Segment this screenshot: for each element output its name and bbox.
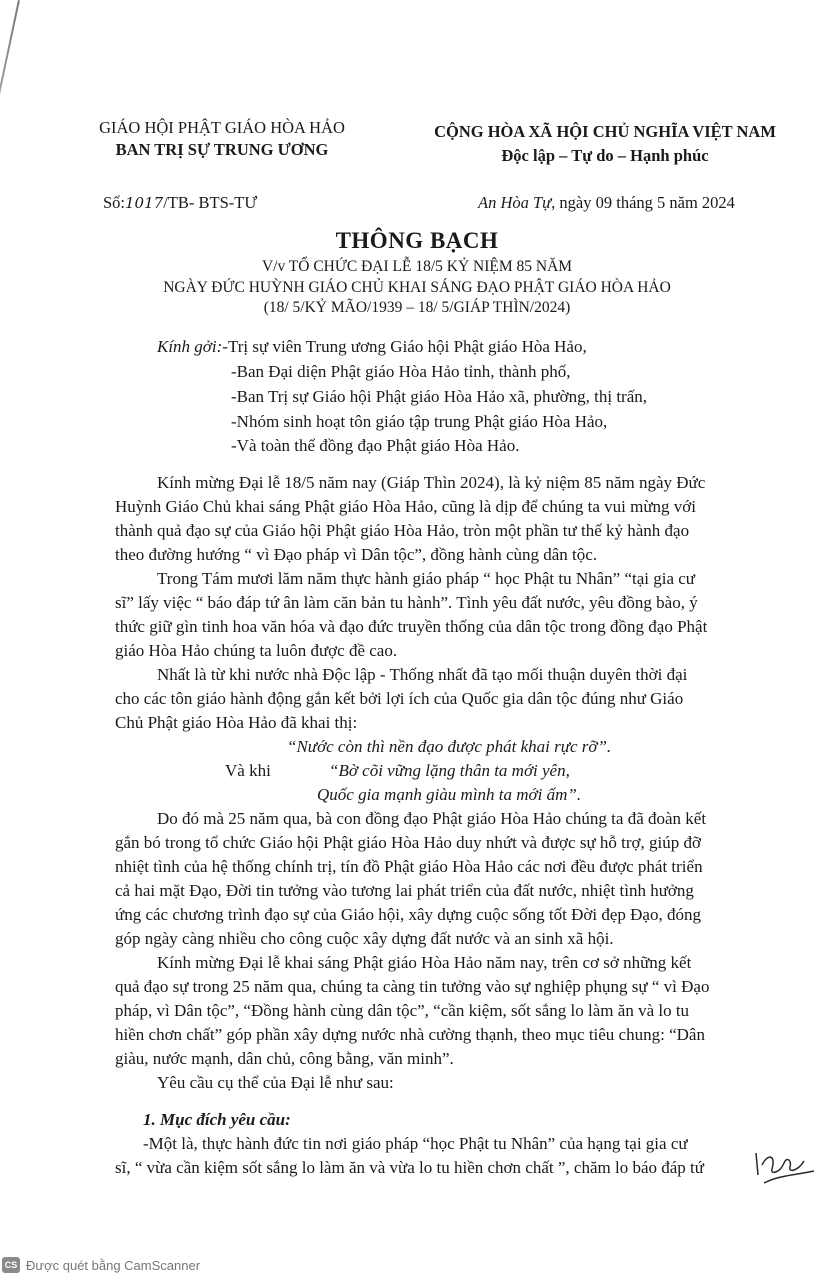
- body-line: thức giữ gìn tinh hoa văn hóa và đạo đức truyền thống của dân tộc trong đồng đạo Phật: [115, 617, 708, 636]
- scanner-watermark-text: Được quét bằng CamScanner: [26, 1257, 201, 1273]
- date-line: [478, 193, 735, 213]
- header-left: [92, 118, 352, 160]
- ref-suffix: /TB- BTS-TƯ: [163, 193, 258, 212]
- body-line: quả đạo sự trong 25 năm qua, chúng ta càng tin tưởng vào sự nghiệp phụng sự “ vì Đạo: [115, 977, 710, 996]
- country-name: CỘNG HÒA XÃ HỘI CHỦ NGHĨA VIỆT NAM: [434, 122, 776, 141]
- body-line: Trong Tám mươi lăm năm thực hành giáo pháp “ học Phật tu Nhân” “tại gia cư: [157, 569, 696, 588]
- section-heading: 1. Mục đích yêu cầu:: [143, 1110, 291, 1129]
- body-line: nhiệt tình của hệ thống chính trị, tín đồ Phật giáo Hòa Hảo các nơi đều được phát triển: [115, 857, 703, 876]
- subtitle-line-1: V/v TỔ CHỨC ĐẠI LỄ 18/5 KỶ NIỆM 85 NĂM: [261, 258, 573, 275]
- body-line: -Một là, thực hành đức tin nơi giáo pháp “học Phật tu Nhân” của hạng tại gia cư: [143, 1134, 688, 1153]
- recipient-item: -Nhóm sinh hoạt tôn giáo tập trung Phật giáo Hòa Hảo,: [231, 412, 608, 431]
- body-line: Chủ Phật giáo Hòa Hảo đã khai thị:: [115, 713, 358, 732]
- place-name: An Hòa Tự,: [478, 193, 556, 212]
- body-line: Kính mừng Đại lễ khai sáng Phật giáo Hòa Hảo năm nay, trên cơ sở những kết: [157, 953, 692, 972]
- quote-lead: Và khi: [225, 761, 271, 780]
- subtitle-line-2: NGÀY ĐỨC HUỲNH GIÁO CHỦ KHAI SÁNG ĐẠO PHẬT GIÁO HÒA HẢO: [163, 279, 671, 296]
- body-line: Nhất là từ khi nước nhà Độc lập - Thống nhất đã tạo mối thuận duyên thời đại: [157, 665, 688, 684]
- recipient-item: -Ban Đại diện Phật giáo Hòa Hảo tỉnh, thành phố,: [231, 362, 571, 381]
- body-line: giáo Hòa Hảo chúng ta luôn được đề cao.: [115, 641, 398, 660]
- body-line: giàu, nước mạnh, dân chủ, công bằng, văn minh”.: [115, 1049, 454, 1068]
- recipient-item: -Ban Trị sự Giáo hội Phật giáo Hòa Hảo xã, phường, thị trấn,: [231, 387, 648, 406]
- body-line: sĩ” lấy việc “ báo đáp tứ ân làm căn bản tu hành”. Tình yêu đất nước, yêu đồng bào, ý: [115, 593, 698, 612]
- header-right: [395, 122, 815, 166]
- scanner-watermark: [2, 1256, 200, 1274]
- body-line: Yêu cầu cụ thể của Đại lễ như sau:: [157, 1073, 394, 1092]
- national-motto: Độc lập – Tự do – Hạnh phúc: [501, 146, 709, 165]
- recipients-label: Kính gởi:: [157, 337, 223, 356]
- body-line: Huỳnh Giáo Chủ khai sáng Phật giáo Hòa Hảo, cũng là dịp để chúng ta vui mừng với: [115, 497, 696, 516]
- quote-line-1: “Nước còn thì nền đạo được phát khai rực rỡ”.: [287, 737, 612, 756]
- quote-line-2: “Bờ cõi vững lặng thân ta mới yên,: [329, 761, 570, 780]
- camscanner-logo-icon: CS: [2, 1257, 20, 1273]
- ref-handwritten-number: 1017: [125, 194, 164, 212]
- body-line: cả hai mặt Đạo, Đời tin tưởng vào tương lai phát triển của đất nước, nhiệt tình hưởng: [115, 881, 694, 900]
- dept-name: BAN TRỊ SỰ TRUNG ƯƠNG: [115, 140, 329, 159]
- body-line: gắn bó trong tổ chức Giáo hội Phật giáo Hòa Hảo duy nhứt và được sự hỗ trợ, giúp đỡ: [115, 833, 702, 852]
- body-line: Do đó mà 25 năm qua, bà con đồng đạo Phật giáo Hòa Hảo chúng ta đã đoàn kết: [157, 809, 707, 828]
- recipient-item: -Và toàn thể đồng đạo Phật giáo Hòa Hảo.: [231, 436, 520, 455]
- body-line: theo đường hướng “ vì Đạo pháp vì Dân tộc”, đồng hành cùng dân tộc.: [115, 545, 598, 564]
- issue-date: ngày 09 tháng 5 năm 2024: [555, 193, 735, 212]
- org-name: GIÁO HỘI PHẬT GIÁO HÒA HẢO: [99, 118, 345, 137]
- body-line: cho các tôn giáo hành động gắn kết bởi lợi ích của Quốc gia dân tộc đúng như Giáo: [115, 689, 684, 708]
- document-title: THÔNG BẠCH: [335, 228, 499, 253]
- body-line: ứng các chương trình đạo sự của Giáo hội, xây dựng cuộc sống tốt Đời đẹp Đạo, đóng: [115, 905, 701, 924]
- body-line: Kính mừng Đại lễ 18/5 năm nay (Giáp Thìn 2024), là kỷ niệm 85 năm ngày Đức: [157, 473, 706, 492]
- quote-line-3: Quốc gia mạnh giàu mình ta mới ấm”.: [317, 785, 582, 804]
- scan-edge-mark: [0, 0, 20, 118]
- body-line: pháp, vì Dân tộc”, “Đồng hành cùng dân tộc”, “cần kiệm, sốt sắng lo làm ăn và lo tu: [115, 1001, 690, 1020]
- recipients-label-line: [157, 337, 587, 357]
- body-line: góp ngày càng nhiều cho công cuộc xây dựng đất nước và an sinh xã hội.: [115, 929, 614, 948]
- recipient-item: -Trị sự viên Trung ương Giáo hội Phật giáo Hòa Hảo,: [222, 337, 587, 356]
- handwritten-initials: [750, 1145, 820, 1190]
- document-number: [103, 193, 257, 213]
- body-line: thành quả đạo sự của Giáo hội Phật giáo Hòa Hảo, tròn một phần tư thế kỷ hành đạo: [115, 521, 690, 540]
- body-line: hiền chơn chất” góp phần xây dựng nước nhà cường thạnh, theo mục tiêu chung: “Dân: [115, 1025, 705, 1044]
- ref-prefix: Số:: [103, 193, 126, 212]
- subtitle-line-3: (18/ 5/KỶ MÃO/1939 – 18/ 5/GIÁP THÌN/2024): [263, 299, 571, 316]
- body-line: sĩ, “ vừa cần kiệm sốt sắng lo làm ăn và vừa lo tu hiền chơn chất ”, chăm lo báo đáp tứ: [115, 1158, 704, 1177]
